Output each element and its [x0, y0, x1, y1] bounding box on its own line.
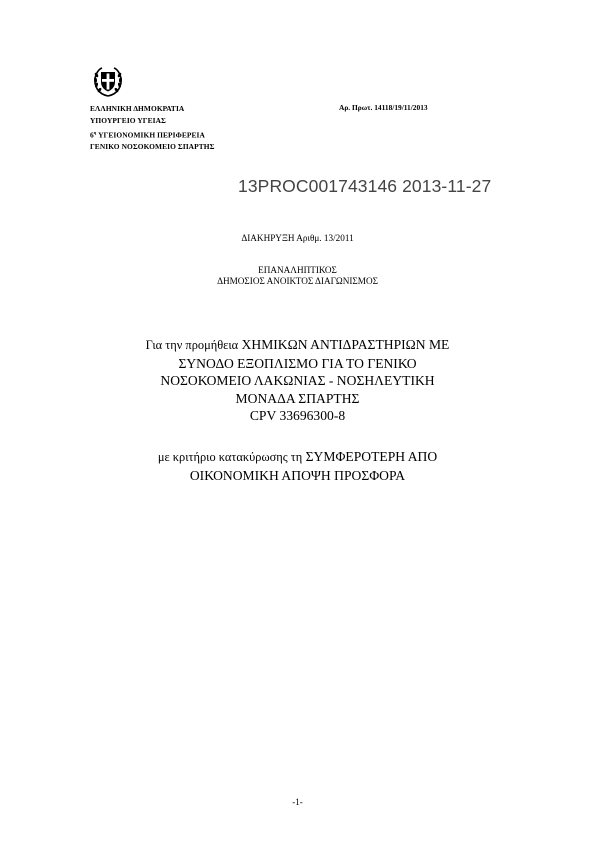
region-text: ΥΓΕΙΟΝΟΜΙΚΗ ΠΕΡΙΦΕΡΕΙΑ [96, 130, 205, 140]
subject-line-2: ΣΥΝΟΔΟ ΕΞΟΠΛΙΣΜΟ ΓΙΑ ΤΟ ΓΕΝΙΚΟ [178, 355, 417, 371]
criterion-lead: με κριτήριο κατακύρωσης τη [157, 450, 303, 464]
tender-type-line-2: ΔΗΜΟΣΙΟΣ ΑΝΟΙΚΤΟΣ ΔΙΑΓΩΝΙΣΜΟΣ [217, 276, 378, 286]
tender-type [0, 265, 595, 287]
page-number: -1- [292, 797, 303, 807]
protocol-number: Αρ. Πρωτ. 14118/19/11/2013 [339, 103, 428, 112]
subject-line-1 [0, 336, 595, 355]
subject-lead: Για την προμήθεια [145, 338, 239, 352]
header-line-ministry: ΥΠΟΥΡΓΕΙΟ ΥΓΕΙΑΣ [90, 116, 166, 125]
issuer-header [90, 103, 215, 153]
subject-line-4: ΜΟΝΑΔΑ ΣΠΑΡΤΗΣ [235, 390, 360, 406]
cpv-code: CPV 33696300-8 [249, 408, 346, 423]
tender-type-line-1: ΕΠΑΝΑΛΗΠΤΙΚΟΣ [258, 265, 337, 275]
region-ordinal: η [93, 130, 97, 135]
procurement-subject [0, 336, 595, 425]
criterion-text-1: ΣΥΜΦΕΡΟΤΕΡΗ ΑΠΟ [302, 449, 438, 464]
award-criterion [0, 448, 595, 484]
coat-of-arms-icon [92, 66, 124, 98]
header-line-republic: ΕΛΛΗΝΙΚΗ ΔΗΜΟΚΡΑΤΙΑ [90, 104, 185, 113]
ada-stamp: 13PROC001743146 2013-11-27 [238, 176, 492, 196]
criterion-line-2: ΟΙΚΟΝΟΜΙΚΗ ΑΠΟΨΗ ΠΡΟΣΦΟΡΑ [189, 467, 406, 483]
subject-text-1: ΧΗΜΙΚΩΝ ΑΝΤΙΔΡΑΣΤΗΡΙΩΝ ΜΕ [238, 337, 450, 352]
criterion-line-1 [0, 448, 595, 467]
header-line-health-region [90, 127, 215, 141]
subject-line-3: ΝΟΣΟΚΟΜΕΙΟ ΛΑΚΩΝΙΑΣ - ΝΟΣΗΛΕΥΤΙΚΗ [160, 373, 435, 388]
declaration-title: ΔΙΑΚΗΡΥΞΗ Αριθμ. 13/2011 [241, 233, 354, 243]
region-number: 6 [90, 130, 94, 140]
header-line-hospital: ΓΕΝΙΚΟ ΝΟΣΟΚΟΜΕΙΟ ΣΠΑΡΤΗΣ [90, 142, 215, 152]
